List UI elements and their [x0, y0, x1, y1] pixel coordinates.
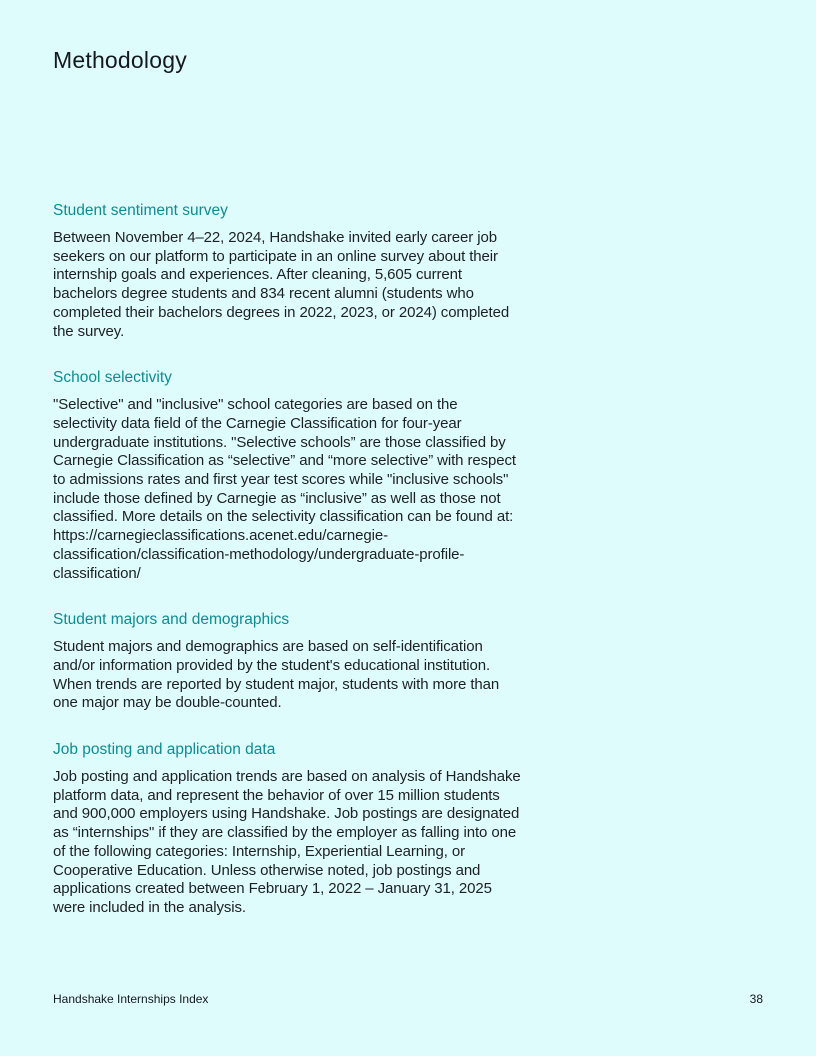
section-student-sentiment-survey [53, 202, 763, 341]
section-heading-student-sentiment-survey: Student sentiment survey [53, 202, 228, 219]
section-body-job-posting-and-application-data: Job posting and application trends are based on analysis of Handshake platform data, and represent the behavior of over 15 million students and 900,000 employers using Handshake. Job postings are designated as “internships" if they are classified by the employer as falling into one of the following categories: Internship, Experiential Learning, or Cooperative Education. Unless otherwise noted, job postings and applications created between February 1, 2022 – January 31, 2025 were included in the analysis. [53, 768, 521, 916]
section-body-student-sentiment-survey: Between November 4–22, 2024, Handshake invited early career job seekers on our platform to participate in an online survey about their internship goals and experiences. After cleaning, 5,605 current bachelors degree students and 834 recent alumni (students who completed their bachelors degrees in 2022, 2023, or 2024) completed the survey. [53, 229, 510, 340]
page-title: Methodology [53, 47, 187, 73]
section-heading-job-posting-and-application-data: Job posting and application data [53, 741, 276, 759]
footer-document-title: Handshake Internships Index [53, 992, 209, 1006]
sections-container [53, 202, 763, 918]
section-heading-student-majors-and-demographics: Student majors and demographics [53, 611, 290, 629]
section-heading-school-selectivity: School selectivity [53, 369, 172, 387]
section-school-selectivity [53, 369, 763, 583]
section-job-posting-and-application-data [53, 741, 763, 918]
section-body-school-selectivity: "Selective" and "inclusive" school categories are based on the selectivity data field of the Carnegie Classification for four-year undergraduate institutions. "Selective schools” are those classified by Carnegie Classification as “selective” and “more selective” with respect to admissions rates and first year test scores while "inclusive schools" include those defined by Carnegie as “inclusive” as well as those not classified. More details on the selectivity classification can be found at: https://carnegieclassifications.acenet.edu/carnegie-classification/classification-methodology/undergraduate-profile-classification/ [53, 396, 516, 582]
section-body-student-majors-and-demographics: Student majors and demographics are based on self-identification and/or information provided by the student's educational institution. When trends are reported by student major, students with more than one major may be double-counted. [53, 638, 500, 712]
section-student-majors-and-demographics [53, 611, 763, 713]
page-footer [53, 992, 763, 1006]
footer-page-number: 38 [749, 992, 763, 1006]
